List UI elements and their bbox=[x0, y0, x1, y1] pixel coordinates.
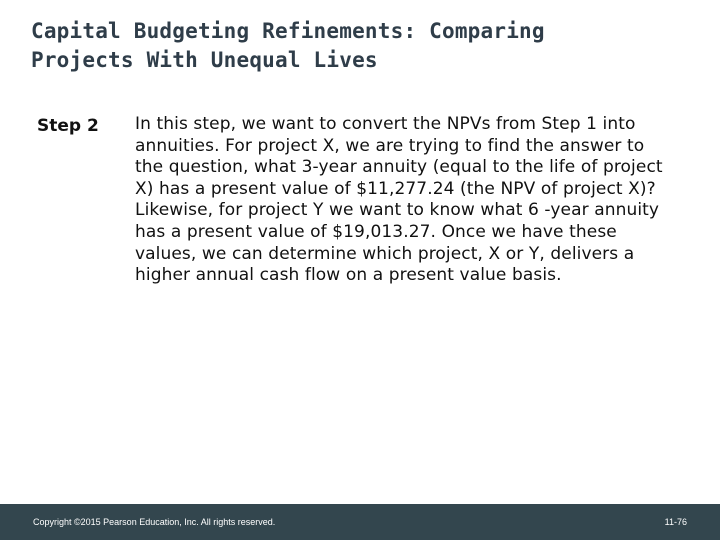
slide-title: Capital Budgeting Refinements: Comparing Projects With Unequal Lives bbox=[31, 19, 545, 72]
step-label: Step 2 bbox=[37, 116, 99, 136]
copyright-text: Copyright ©2015 Pearson Education, Inc. All rights reserved. bbox=[33, 517, 276, 527]
footer-bar bbox=[0, 504, 720, 540]
step-description: In this step, we want to convert the NPVs from Step 1 into annuities. For project X, we are trying to find the answer to the question, what 3-year annuity (equal to the life of project X) has a present value of $11,277.24 (the NPV of project X)? Likewise, for project Y we want to know what 6 -year annuity has a present value of $19,013.27. Once we have these values, we can determine which project, X or Y, delivers a higher annual cash flow on a present value basis. bbox=[135, 114, 663, 286]
page-number: 11-76 bbox=[664, 517, 687, 527]
